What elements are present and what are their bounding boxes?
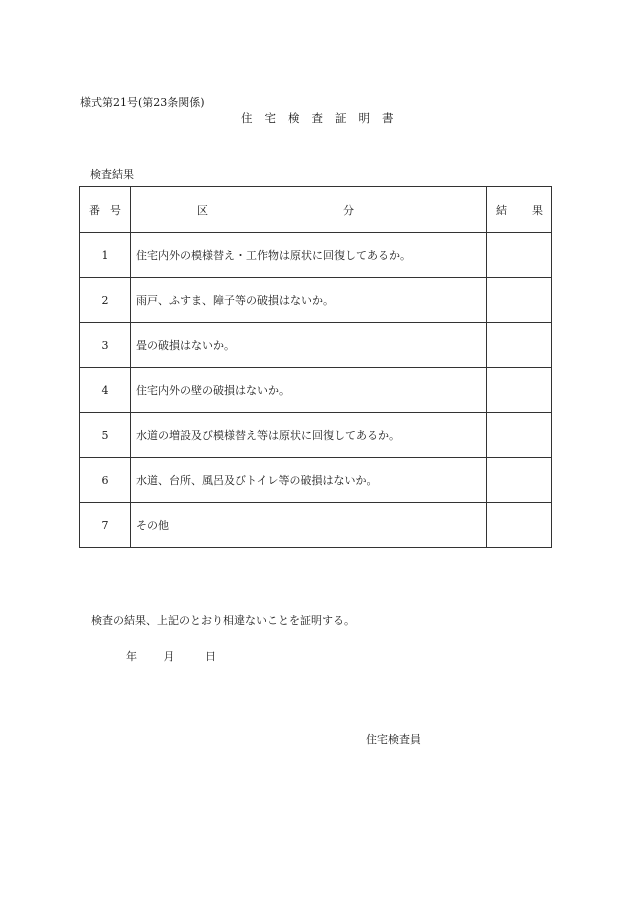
row-item: 畳の破損はないか。 <box>131 323 487 368</box>
row-result <box>487 278 552 323</box>
row-item: 雨戸、ふすま、障子等の破損はないか。 <box>131 278 487 323</box>
section-label: 検査結果 <box>90 168 134 181</box>
table-row <box>80 323 552 368</box>
row-item: その他 <box>131 503 487 548</box>
inspector-label: 住宅検査員 <box>366 733 421 746</box>
document-title: 住宅検査証明書 <box>241 111 406 125</box>
form-number: 様式第21号(第23条関係) <box>80 96 205 109</box>
row-item: 住宅内外の壁の破損はないか。 <box>131 368 487 413</box>
certification-statement: 検査の結果、上記のとおり相違ないことを証明する。 <box>91 614 355 627</box>
date-day-label: 日 <box>205 650 216 663</box>
table-row <box>80 368 552 413</box>
header-result <box>487 187 552 233</box>
table-row <box>80 278 552 323</box>
header-result-char-2: 果 <box>532 203 543 217</box>
row-result <box>487 413 552 458</box>
table-row <box>80 233 552 278</box>
row-number: 4 <box>80 368 131 413</box>
row-result <box>487 368 552 413</box>
row-number: 7 <box>80 503 131 548</box>
date-month-label: 月 <box>163 650 175 663</box>
row-number: 3 <box>80 323 131 368</box>
header-category-char-2: 分 <box>343 203 354 217</box>
date-year-label: 年 <box>126 650 137 663</box>
table-row <box>80 413 552 458</box>
row-result <box>487 503 552 548</box>
row-result <box>487 323 552 368</box>
header-number-char-1: 番 <box>89 203 100 217</box>
header-category-char-1: 区 <box>197 203 208 217</box>
table-header-row <box>80 187 552 233</box>
header-result-char-1: 結 <box>496 203 507 217</box>
table-row <box>80 503 552 548</box>
header-category <box>131 187 487 233</box>
row-number: 5 <box>80 413 131 458</box>
row-item: 住宅内外の模様替え・工作物は原状に回復してあるか。 <box>131 233 487 278</box>
row-result <box>487 233 552 278</box>
inspection-result-table <box>79 186 552 548</box>
header-number-char-2: 号 <box>110 203 121 217</box>
row-item: 水道の増設及び模様替え等は原状に回復してあるか。 <box>131 413 487 458</box>
date-line <box>126 648 216 664</box>
row-result <box>487 458 552 503</box>
row-number: 1 <box>80 233 131 278</box>
row-number: 2 <box>80 278 131 323</box>
row-number: 6 <box>80 458 131 503</box>
table-row <box>80 458 552 503</box>
header-number <box>80 187 131 233</box>
row-item: 水道、台所、風呂及びトイレ等の破損はないか。 <box>131 458 487 503</box>
